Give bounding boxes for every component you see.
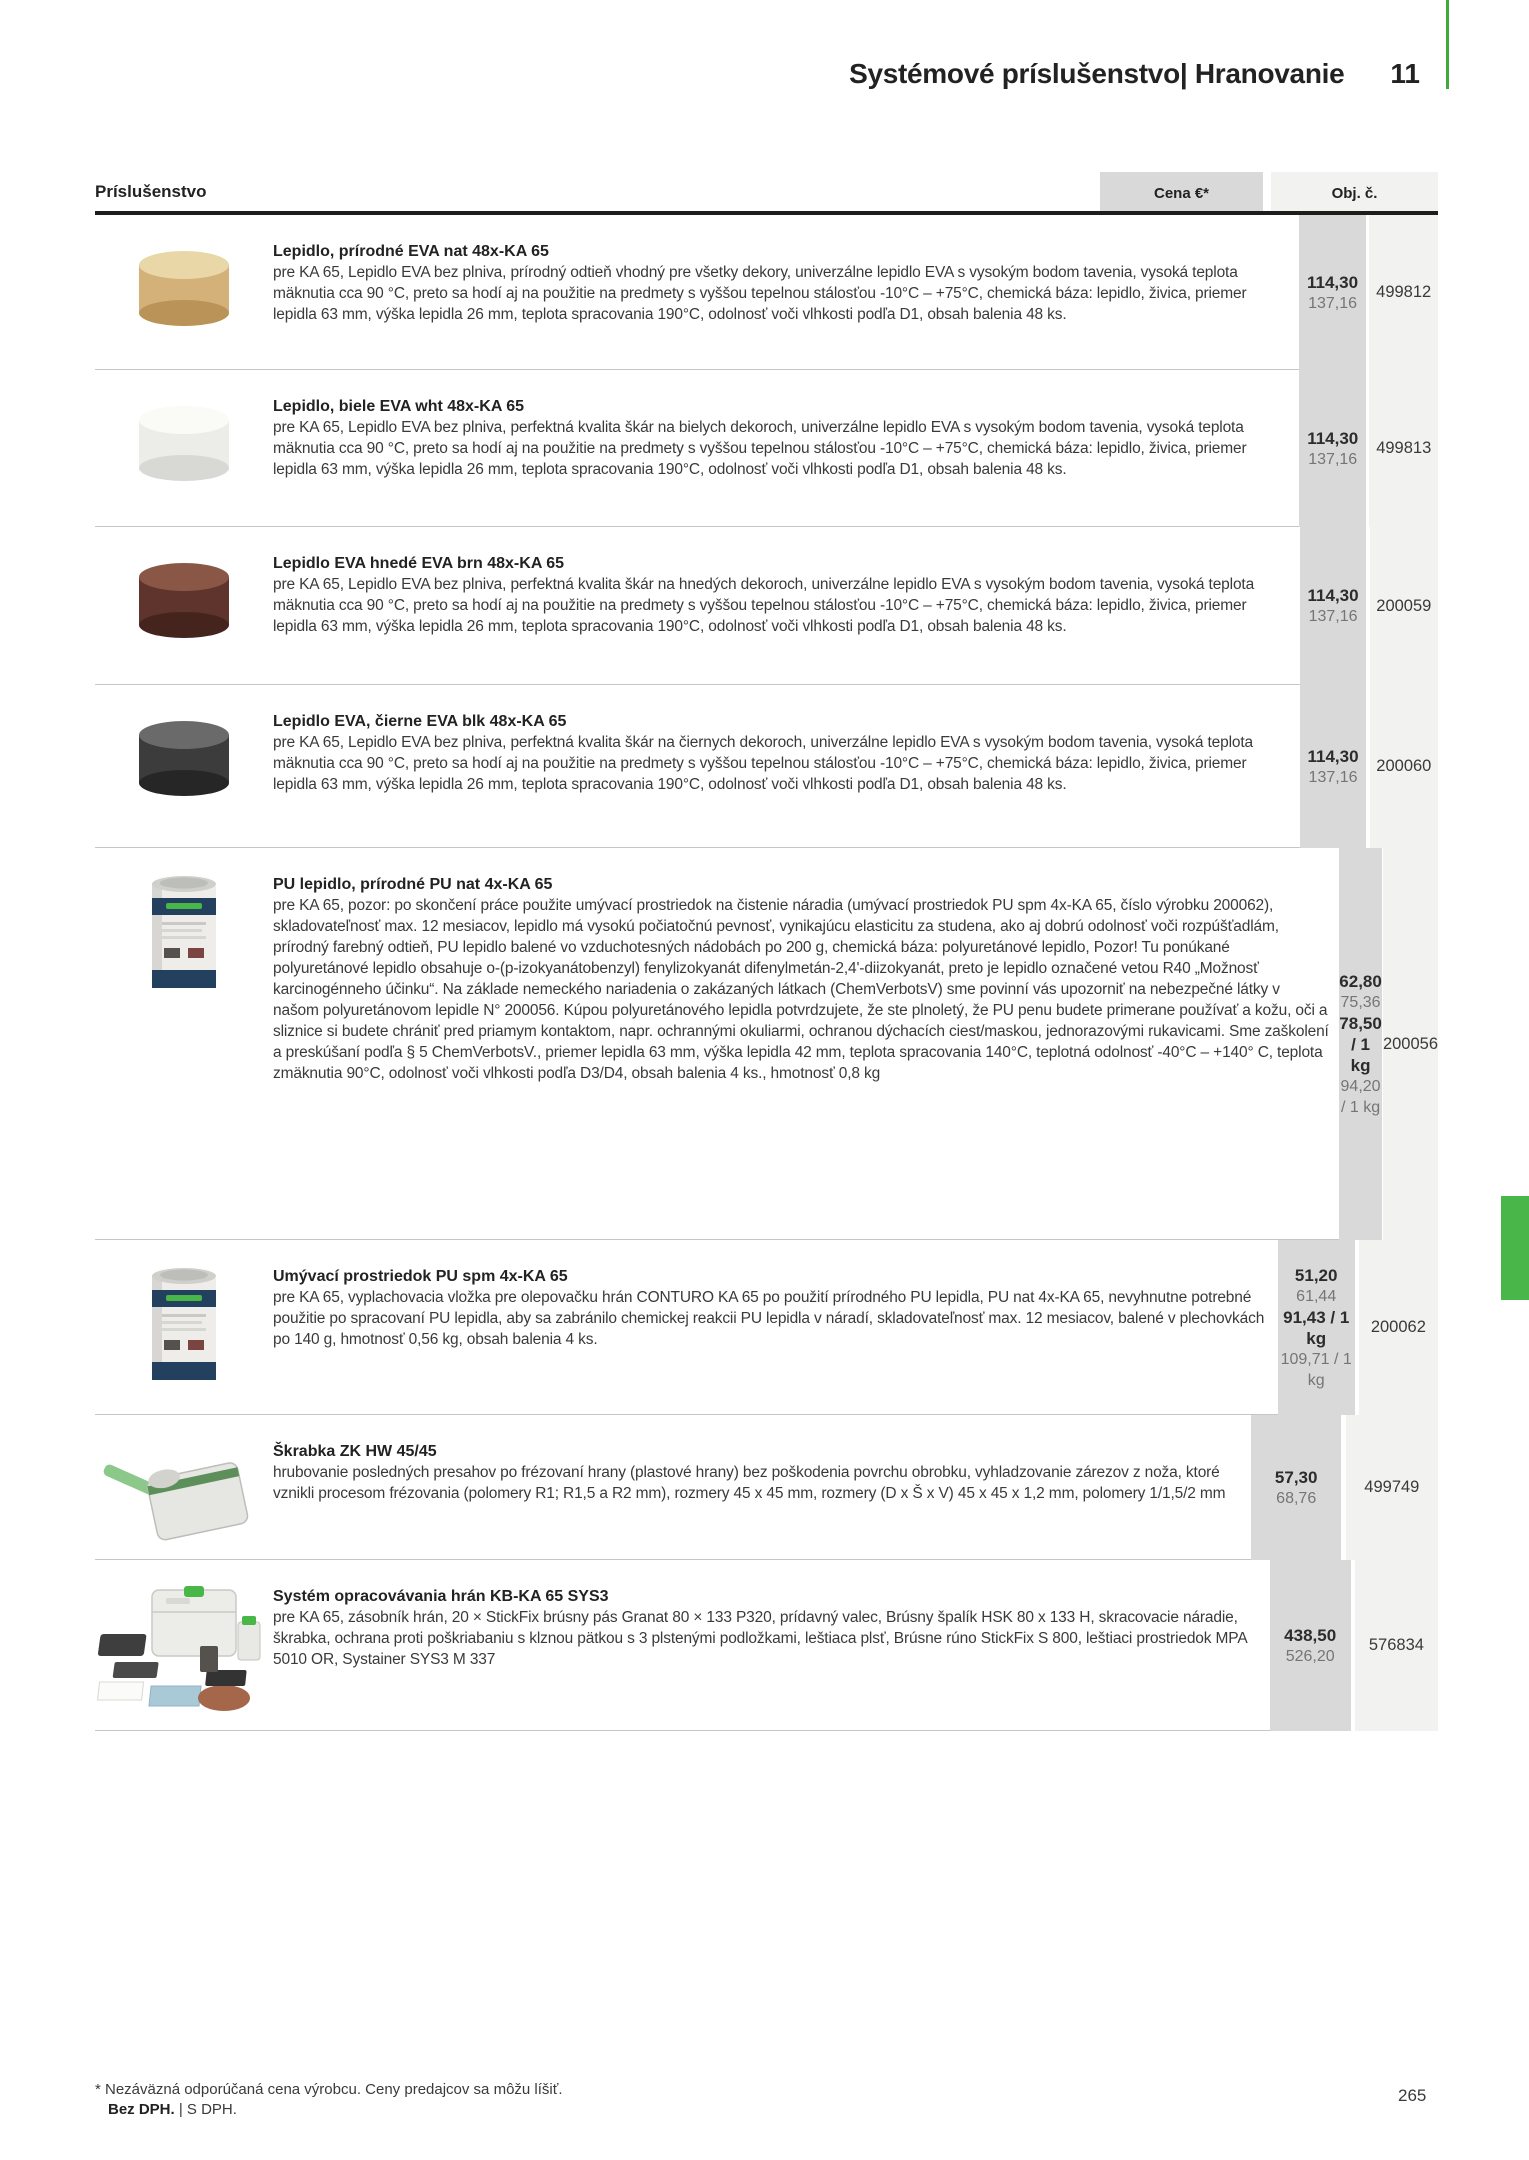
product-info-cell [95,1415,1251,1560]
cleaner-can-image [95,1240,273,1414]
product-row [95,215,1438,370]
glue-puck-natural-image [95,215,273,369]
footnote-line1: * Nezáväzná odporúčaná cena výrobcu. Ceny predajcov sa môžu líšiť. [95,2081,563,2098]
product-row [95,370,1438,527]
product-row [95,1560,1438,1731]
product-description: pre KA 65, Lepidlo EVA bez plniva, perfektná kvalita škár na čiernych dekoroch, univerzálne lepidlo EVA s vysokým bodom tavenia, vysoká teplota mäknutia cca 90 °C, preto sa hodí aj na použitie na predmety s vyššou tepelnou stálosťou -10°C – +75°C, chemická báza: lepidlo, živica, priemer lepidla 63 mm, výška lepidla 26 mm, teplota spracovania 190°C, odolnosť voči vlhkosti podľa D1, obsah balenia 48 ks. [273,734,1254,793]
product-info-cell [95,1560,1270,1731]
order-number: 576834 [1355,1560,1438,1731]
product-description: pre KA 65, Lepidlo EVA bez plniva, perfektná kvalita škár na hnedých dekoroch, univerzálne lepidlo EVA s vysokým bodom tavenia, vysoká teplota mäknutia cca 90 °C, preto sa hodí aj na použitie na predmety s vyššou tepelnou stálosťou -10°C – +75°C, chemická báza: lepidlo, živica, priemer lepidla 63 mm, výška lepidla 26 mm, teplota spracovania 190°C, odolnosť voči vlhkosti podľa D1, obsah balenia 48 ks. [273,576,1255,635]
product-name: Škrabka ZK HW 45/45 [273,1443,437,1460]
price-excl-vat: 62,80 [1339,971,1382,991]
price-cell [1251,1415,1341,1560]
price-incl-vat: 526,20 [1285,1647,1335,1665]
price-excl-vat: 91,43 / 1 kg [1283,1307,1350,1348]
footnote-line2 [95,2100,563,2120]
order-number: 200056 [1383,848,1438,1240]
header-accent-line [1446,0,1449,89]
product-name: Systém opracovávania hrán KB-KA 65 SYS3 [273,1588,609,1605]
price-incl-vat: 137,16 [1308,294,1357,312]
price-excl-vat: 114,30 [1307,428,1359,448]
product-name: PU lepidlo, prírodné PU nat 4x-KA 65 [273,876,553,893]
product-info-cell [95,685,1300,848]
order-number: 200062 [1359,1240,1438,1415]
price-cell [1270,1560,1351,1731]
order-number: 499812 [1369,215,1438,370]
product-description: hrubovanie posledných presahov po frézovaní hrany (plastové hrany) bez poškodenia povrchu obrobku, vyhladzovanie zárezov z noža, ktoré vznikli procesom frézovania (polomery R1; R1,5 a R2 mm), rozmery 45 x 45 mm, rozmery (D x Š x V) 45 x 45 x 1,2 mm, polomery 1/1,5/2 mm [273,1464,1226,1502]
edge-system-kit-image [95,1560,273,1730]
product-row [95,685,1438,848]
product-row [95,1240,1438,1415]
page-number: 265 [1398,2086,1427,2105]
order-number: 499749 [1346,1415,1438,1560]
price-excl-vat: 114,30 [1307,272,1359,292]
price-cell [1299,370,1366,527]
price-excl-vat: 114,30 [1307,586,1359,605]
price-incl-vat: 109,71 / 1 kg [1280,1350,1352,1389]
column-header-price: Cena €* [1100,172,1263,211]
price-incl-vat: 75,36 [1340,993,1381,1011]
product-info-cell [95,848,1339,1240]
price-excl-vat: 57,30 [1274,1467,1318,1487]
chapter-number: 11 [1390,58,1420,89]
price-cell [1299,215,1366,370]
glue-puck-black-image [95,685,273,847]
product-description: pre KA 65, pozor: po skončení práce použite umývací prostriedok na čistenie náradia (umývací prostriedok PU spm 4x-KA 65, číslo výrobku 200062), skladovateľnosť max. 12 mesiacov, lepidlo má vysokú počiatočnú pevnosť, vynikajúcu elasticitu za studena, ako aj dobrú odolnosť voči rozpúšťadlám, prírodný farebný odtieň, PU lepidlo balené vo vzduchotesných nádobách po 200 g, chemická báza: polyuretánové lepidlo, Pozor! Tu ponúkané polyuretánové lepidlo obsahuje o-(p-izokyanátobenzyl) fenylizokyanát difenylmetán-2,4'-diizokyanát, preto je lepidlo označené vetou R40 „Možnosť karcinogénneho účinku“. Na základe nemeckého nariadenia o zakázaných látkach (ChemVerbotsV) sme povinní vás upozorniť na nebezpečné látky v našom polyuretánovom lepidle N° 200056. Kúpou polyuretánového lepidla potvrdzujete, že ste plnoletý, že PU penu budete primerane používať a kožu, oči a sliznice si budete chrániť pred priamym kontaktom, napr. ochrannými okuliarmi, ochranou dýchacích ciest/maskou, jednorazovými rukavicami. Sme zaškolení a preskúšaní podľa § 5 ChemVerbotsV., priemer lepidla 63 mm, výška lepidla 42 mm, teplota spracovania 140°C, teplotná odolnosť -40°C – +140° C, teplota zmäknutia 90°C, odolnosť voči vlhkosti podľa D3/D4, obsah balenia 4 ks., hmotnosť 0,8 kg [273,897,1329,1082]
price-excl-vat: 438,50 [1284,1625,1337,1645]
product-name: Lepidlo EVA, čierne EVA blk 48x-KA 65 [273,713,567,730]
product-row [95,527,1438,685]
product-description: pre KA 65, zásobník hrán, 20 × StickFix brúsny pás Granat 80 × 133 P320, prídavný valec, Brúsny špalík HSK 80 x 133 H, skracovacie náradie, škrabka, ochrana proti poškriabaniu s klznou pätkou s 3 plstenými podložkami, leštiaca plsť, Brúsne rúno StickFix S 800, leštiaci prostriedok MPA 5010 OR, Systainer SYS3 M 337 [273,1609,1247,1668]
product-info-cell [95,215,1299,370]
product-row [95,1415,1438,1560]
price-footnote [95,2080,563,2120]
price-excl-vat: 114,30 [1307,746,1359,766]
glue-puck-white-image [95,370,273,526]
product-info-cell [95,1240,1278,1415]
price-incl-vat: 61,44 [1296,1287,1337,1305]
scraper-image [95,1415,273,1559]
order-number: 499813 [1369,370,1438,527]
column-gap [1263,172,1271,211]
chapter-title: Systémové príslušenstvo| Hranovanie [849,58,1345,89]
price-incl-vat: 68,76 [1276,1489,1317,1507]
footnote-incl-vat: | S DPH. [174,2101,237,2118]
product-name: Lepidlo, prírodné EVA nat 48x-KA 65 [273,243,549,260]
product-info-cell [95,370,1299,527]
chapter-header [95,58,1420,90]
product-description: pre KA 65, vyplachovacia vložka pre olepovačku hrán CONTURO KA 65 po použití prírodného PU lepidla, PU nat 4x-KA 65, nevyhnutne potrebné použitie po spracovaní PU lepidla, aby sa zabránilo chemickej reakcii PU lepidla v náradí, skladovateľnosť max. 12 mesiacov, balené v plechovkách po 140 g, hmotnosť 0,56 kg, obsah balenia 4 ks. [273,1289,1265,1348]
price-incl-vat: 94,20 / 1 kg [1340,1077,1381,1116]
product-description: pre KA 65, Lepidlo EVA bez plniva, perfektná kvalita škár na bielych dekoroch, univerzálne lepidlo EVA s vysokým bodom tavenia, vysoká teplota mäknutia cca 90 °C, preto sa hodí aj na použitie na predmety s vyššou tepelnou stálosťou -10°C – +75°C, chemická báza: lepidlo, živica, priemer lepidla 63 mm, výška lepidla 26 mm, teplota spracovania 190°C, odolnosť voči vlhkosti podľa D1, obsah balenia 48 ks. [273,419,1247,478]
product-name: Umývací prostriedok PU spm 4x-KA 65 [273,1268,568,1285]
column-header-accessories: Príslušenstvo [95,182,207,201]
price-cell [1300,685,1367,848]
product-name: Lepidlo, biele EVA wht 48x-KA 65 [273,398,525,415]
price-incl-vat: 137,16 [1308,768,1358,786]
product-description: pre KA 65, Lepidlo EVA bez plniva, prírodný odtieň vhodný pre všetky dekory, univerzálne lepidlo EVA s vysokým bodom tavenia, vysoká teplota mäknutia cca 90 °C, preto sa hodí aj na použitie na predmety s vyššou tepelnou stálosťou -10°C – +75°C, chemická báza: lepidlo, živica, priemer lepidla 63 mm, výška lepidla 26 mm, teplota spracovania 190°C, odolnosť voči vlhkosti podľa D1, obsah balenia 48 ks. [273,264,1247,323]
column-header-order-no: Obj. č. [1271,172,1438,211]
price-cell [1300,527,1367,685]
chapter-edge-tab [1501,1196,1529,1300]
price-cell [1339,848,1382,1240]
price-excl-vat: 51,20 [1294,1265,1338,1285]
footnote-excl-vat: Bez DPH. [108,2101,175,2118]
product-info-cell [95,527,1300,685]
glue-puck-brown-image [95,527,273,684]
product-rows [95,215,1438,1731]
price-incl-vat: 137,16 [1308,608,1358,625]
product-name: Lepidlo EVA hnedé EVA brn 48x-KA 65 [273,555,565,572]
order-number: 200060 [1370,685,1438,848]
price-excl-vat: 78,50 / 1 kg [1339,1013,1382,1075]
glue-can-image [95,848,273,1239]
order-number: 200059 [1370,527,1438,685]
accessories-table [95,172,1438,1731]
product-row [95,848,1438,1240]
table-header-row [95,172,1438,215]
price-incl-vat: 137,16 [1308,450,1358,468]
price-cell [1278,1240,1355,1415]
